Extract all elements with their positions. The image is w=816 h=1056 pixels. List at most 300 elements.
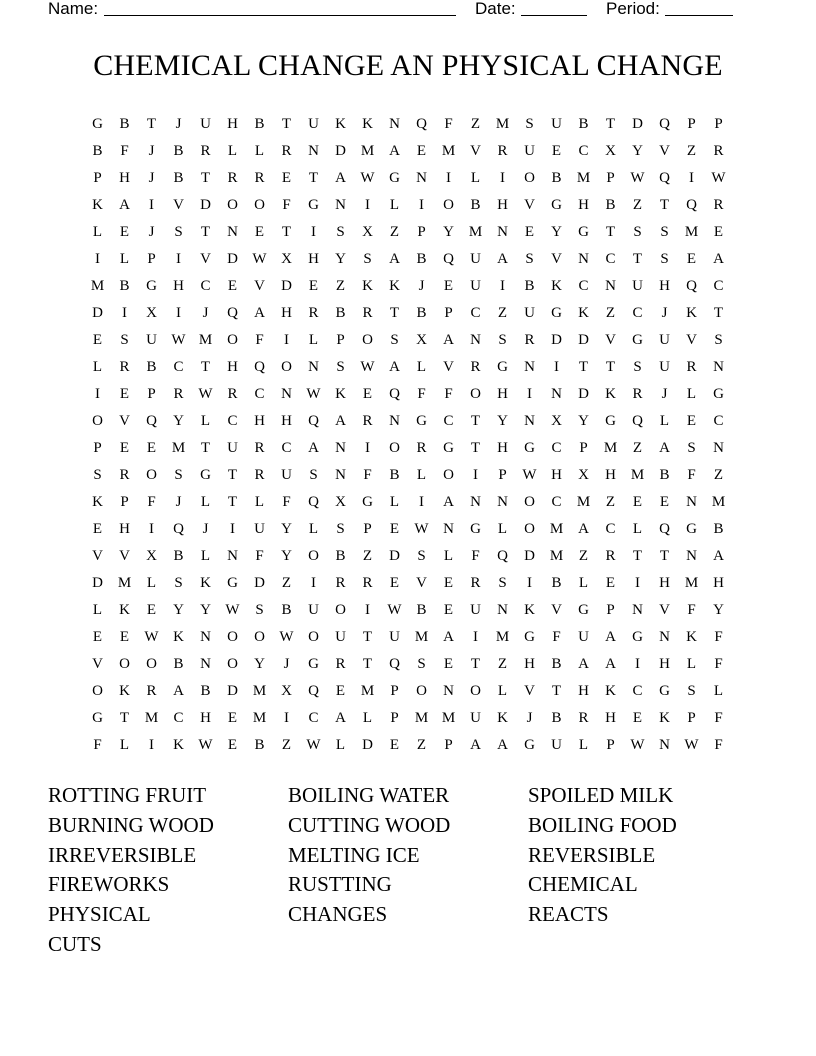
grid-cell[interactable]: K [92,197,103,213]
grid-cell[interactable]: O [524,170,535,186]
grid-cell[interactable]: F [282,494,291,510]
grid-cell[interactable]: E [659,494,670,510]
grid-cell[interactable]: Y [632,143,643,159]
grid-cell[interactable]: M [90,278,105,294]
grid-cell[interactable]: E [227,737,238,753]
grid-cell[interactable]: P [606,737,615,753]
grid-cell[interactable]: Z [281,737,292,753]
grid-cell[interactable]: Q [497,548,508,564]
grid-cell[interactable]: G [524,629,535,645]
grid-cell[interactable]: U [470,710,481,726]
grid-cell[interactable]: N [578,251,589,267]
grid-cell[interactable]: Q [173,521,184,537]
grid-cell[interactable]: L [227,143,238,159]
grid-cell[interactable]: B [119,278,130,294]
grid-cell[interactable]: Y [173,602,184,618]
grid-cell[interactable]: I [149,197,154,213]
grid-cell[interactable]: A [659,440,670,456]
grid-cell[interactable]: D [632,116,643,132]
grid-cell[interactable]: C [713,413,724,429]
grid-cell[interactable]: N [686,494,697,510]
grid-cell[interactable]: L [416,359,427,375]
grid-cell[interactable]: I [419,197,424,213]
grid-cell[interactable]: K [362,116,373,132]
grid-cell[interactable]: U [551,116,562,132]
grid-cell[interactable]: G [632,629,643,645]
grid-cell[interactable]: J [202,521,209,537]
grid-cell[interactable]: Q [659,521,670,537]
grid-cell[interactable]: L [578,575,589,591]
grid-cell[interactable]: M [468,224,483,240]
grid-cell[interactable]: B [173,548,184,564]
grid-cell[interactable]: B [551,656,562,672]
grid-cell[interactable]: Z [497,305,508,321]
grid-cell[interactable]: G [632,332,643,348]
grid-cell[interactable]: A [308,440,319,456]
grid-cell[interactable]: A [578,656,589,672]
grid-cell[interactable]: F [255,332,264,348]
grid-cell[interactable]: B [173,170,184,186]
grid-cell[interactable]: I [365,440,370,456]
grid-cell[interactable]: N [713,440,724,456]
grid-cell[interactable]: C [254,386,265,402]
grid-cell[interactable]: W [630,737,645,753]
grid-cell[interactable]: S [309,467,318,483]
grid-cell[interactable]: K [659,710,670,726]
grid-cell[interactable]: T [362,656,373,672]
grid-cell[interactable]: T [389,305,400,321]
grid-cell[interactable]: O [119,656,130,672]
grid-cell[interactable]: P [147,386,156,402]
grid-cell[interactable]: R [119,359,130,375]
grid-cell[interactable]: D [578,332,589,348]
grid-cell[interactable]: R [335,575,346,591]
grid-cell[interactable]: R [497,143,508,159]
grid-cell[interactable]: V [686,332,697,348]
grid-cell[interactable]: L [362,710,373,726]
grid-cell[interactable]: H [605,710,616,726]
grid-cell[interactable]: M [495,629,510,645]
grid-cell[interactable]: I [284,332,289,348]
grid-cell[interactable]: A [119,197,130,213]
grid-cell[interactable]: I [419,494,424,510]
grid-cell[interactable]: N [551,386,562,402]
grid-cell[interactable]: Q [308,683,319,699]
grid-cell[interactable]: G [443,440,454,456]
grid-cell[interactable]: E [362,386,373,402]
grid-cell[interactable]: L [92,359,103,375]
grid-cell[interactable]: T [605,116,616,132]
grid-cell[interactable]: L [497,521,508,537]
grid-cell[interactable]: L [146,575,157,591]
grid-cell[interactable]: H [578,197,589,213]
grid-cell[interactable]: W [198,737,213,753]
grid-cell[interactable]: L [308,521,319,537]
grid-cell[interactable]: Q [686,278,697,294]
grid-cell[interactable]: Y [173,413,184,429]
grid-cell[interactable]: W [630,170,645,186]
grid-cell[interactable]: J [202,305,209,321]
grid-cell[interactable]: L [200,494,211,510]
grid-cell[interactable]: G [362,494,373,510]
grid-cell[interactable]: F [255,548,264,564]
grid-cell[interactable]: W [360,170,375,186]
grid-cell[interactable]: O [281,359,292,375]
grid-cell[interactable]: H [497,386,508,402]
grid-cell[interactable]: A [335,413,346,429]
grid-cell[interactable]: T [713,305,724,321]
grid-cell[interactable]: B [524,278,535,294]
grid-cell[interactable]: K [335,386,346,402]
grid-cell[interactable]: U [524,305,535,321]
grid-cell[interactable]: N [200,656,211,672]
grid-cell[interactable]: C [632,305,643,321]
grid-cell[interactable]: T [470,656,481,672]
grid-cell[interactable]: R [254,440,265,456]
grid-cell[interactable]: Q [659,116,670,132]
grid-cell[interactable]: A [470,737,481,753]
grid-cell[interactable]: M [549,548,564,564]
grid-cell[interactable]: F [93,737,102,753]
grid-cell[interactable]: S [174,224,183,240]
grid-cell[interactable]: H [200,710,211,726]
grid-cell[interactable]: K [119,683,130,699]
grid-cell[interactable]: G [470,521,481,537]
grid-cell[interactable]: S [174,467,183,483]
grid-cell[interactable]: W [414,521,429,537]
grid-cell[interactable]: P [417,224,426,240]
grid-cell[interactable]: L [578,737,589,753]
grid-cell[interactable]: S [255,602,264,618]
grid-cell[interactable]: N [227,548,238,564]
grid-cell[interactable]: R [200,143,211,159]
grid-cell[interactable]: M [630,467,645,483]
grid-cell[interactable]: V [200,251,211,267]
grid-cell[interactable]: S [525,116,534,132]
grid-cell[interactable]: I [635,575,640,591]
grid-cell[interactable]: Y [281,521,292,537]
grid-cell[interactable]: N [713,359,724,375]
grid-cell[interactable]: T [281,116,292,132]
grid-cell[interactable]: U [551,737,562,753]
grid-cell[interactable]: I [635,656,640,672]
grid-cell[interactable]: U [146,332,157,348]
grid-cell[interactable]: F [714,629,723,645]
grid-cell[interactable]: G [659,683,670,699]
grid-cell[interactable]: A [497,737,508,753]
grid-cell[interactable]: N [659,737,670,753]
grid-cell[interactable]: P [363,521,372,537]
grid-cell[interactable]: S [498,332,507,348]
grid-cell[interactable]: G [200,467,211,483]
grid-cell[interactable]: B [146,359,157,375]
grid-cell[interactable]: C [227,413,238,429]
grid-cell[interactable]: D [227,683,238,699]
grid-cell[interactable]: D [362,737,373,753]
grid-cell[interactable]: O [416,683,427,699]
grid-cell[interactable]: X [362,224,373,240]
grid-cell[interactable]: D [281,278,292,294]
grid-cell[interactable]: I [176,305,181,321]
grid-cell[interactable]: N [335,440,346,456]
grid-cell[interactable]: V [92,548,103,564]
grid-cell[interactable]: U [632,278,643,294]
grid-cell[interactable]: H [605,467,616,483]
grid-cell[interactable]: J [418,278,425,294]
grid-cell[interactable]: K [497,710,508,726]
grid-cell[interactable]: R [308,305,319,321]
grid-cell[interactable]: N [227,224,238,240]
grid-cell[interactable]: U [470,278,481,294]
grid-cell[interactable]: C [578,143,589,159]
grid-cell[interactable]: I [473,629,478,645]
grid-cell[interactable]: U [389,629,400,645]
grid-cell[interactable]: G [308,197,319,213]
grid-cell[interactable]: G [389,170,400,186]
grid-cell[interactable]: G [551,305,562,321]
grid-cell[interactable]: I [230,521,235,537]
grid-cell[interactable]: N [497,494,508,510]
grid-cell[interactable]: W [198,386,213,402]
grid-cell[interactable]: F [444,116,453,132]
grid-cell[interactable]: R [227,170,238,186]
grid-cell[interactable]: J [283,656,290,672]
grid-cell[interactable]: A [389,143,400,159]
grid-cell[interactable]: E [308,278,319,294]
grid-cell[interactable]: T [200,440,211,456]
grid-cell[interactable]: I [473,467,478,483]
grid-cell[interactable]: P [444,737,453,753]
grid-cell[interactable]: N [335,197,346,213]
grid-cell[interactable]: E [686,413,697,429]
grid-cell[interactable]: Z [497,656,508,672]
grid-cell[interactable]: A [713,548,724,564]
grid-cell[interactable]: R [254,467,265,483]
grid-cell[interactable]: M [495,116,510,132]
grid-cell[interactable]: P [606,602,615,618]
grid-cell[interactable]: S [93,467,102,483]
grid-cell[interactable]: E [632,710,643,726]
grid-cell[interactable]: F [552,629,561,645]
grid-cell[interactable]: G [578,224,589,240]
grid-cell[interactable]: I [689,170,694,186]
grid-cell[interactable]: R [119,467,130,483]
grid-cell[interactable]: M [711,494,726,510]
grid-cell[interactable]: L [254,143,265,159]
grid-cell[interactable]: S [525,251,534,267]
grid-cell[interactable]: D [335,143,346,159]
grid-cell[interactable]: A [605,656,616,672]
grid-cell[interactable]: G [92,710,103,726]
grid-cell[interactable]: I [122,305,127,321]
grid-cell[interactable]: E [227,710,238,726]
grid-cell[interactable]: B [173,656,184,672]
grid-cell[interactable]: U [200,116,211,132]
grid-cell[interactable]: E [389,521,400,537]
grid-cell[interactable]: A [389,251,400,267]
grid-cell[interactable]: C [281,440,292,456]
grid-cell[interactable]: E [443,656,454,672]
grid-cell[interactable]: M [252,683,267,699]
grid-cell[interactable]: M [576,170,591,186]
grid-cell[interactable]: O [443,197,454,213]
grid-cell[interactable]: H [281,305,292,321]
grid-cell[interactable]: I [95,251,100,267]
grid-cell[interactable]: C [632,683,643,699]
grid-cell[interactable]: N [281,386,292,402]
grid-cell[interactable]: G [524,440,535,456]
grid-cell[interactable]: W [225,602,240,618]
grid-cell[interactable]: N [659,629,670,645]
grid-cell[interactable]: Y [200,602,211,618]
grid-cell[interactable]: H [119,170,130,186]
grid-cell[interactable]: Q [389,656,400,672]
grid-cell[interactable]: A [713,251,724,267]
grid-cell[interactable]: E [227,278,238,294]
grid-cell[interactable]: Q [308,494,319,510]
grid-cell[interactable]: M [360,143,375,159]
grid-cell[interactable]: J [526,710,533,726]
grid-cell[interactable]: O [389,440,400,456]
grid-cell[interactable]: K [524,602,535,618]
grid-cell[interactable]: Q [416,116,427,132]
grid-cell[interactable]: N [524,413,535,429]
grid-cell[interactable]: N [200,629,211,645]
grid-cell[interactable]: V [551,602,562,618]
grid-cell[interactable]: D [227,251,238,267]
grid-cell[interactable]: W [171,332,186,348]
grid-cell[interactable]: I [527,575,532,591]
grid-cell[interactable]: E [389,737,400,753]
grid-cell[interactable]: I [95,386,100,402]
grid-cell[interactable]: X [605,143,616,159]
grid-cell[interactable]: G [551,197,562,213]
grid-cell[interactable]: Z [335,278,346,294]
grid-cell[interactable]: Z [281,575,292,591]
grid-cell[interactable]: C [443,413,454,429]
grid-cell[interactable]: W [306,386,321,402]
grid-cell[interactable]: D [92,305,103,321]
grid-cell[interactable]: H [497,440,508,456]
grid-cell[interactable]: X [551,413,562,429]
grid-cell[interactable]: C [605,521,616,537]
grid-cell[interactable]: R [227,386,238,402]
grid-cell[interactable]: L [659,413,670,429]
grid-cell[interactable]: F [417,386,426,402]
grid-cell[interactable]: T [200,359,211,375]
grid-cell[interactable]: I [284,710,289,726]
grid-cell[interactable]: H [173,278,184,294]
grid-cell[interactable]: E [119,440,130,456]
grid-cell[interactable]: S [687,683,696,699]
grid-cell[interactable]: O [470,386,481,402]
grid-cell[interactable]: E [443,575,454,591]
grid-cell[interactable]: X [281,683,292,699]
grid-cell[interactable]: R [362,413,373,429]
grid-cell[interactable]: U [524,143,535,159]
grid-cell[interactable]: O [227,197,238,213]
grid-cell[interactable]: R [173,386,184,402]
grid-cell[interactable]: E [686,251,697,267]
grid-cell[interactable]: L [308,332,319,348]
grid-cell[interactable]: O [254,197,265,213]
grid-cell[interactable]: S [417,548,426,564]
grid-cell[interactable]: B [551,170,562,186]
grid-cell[interactable]: H [659,278,670,294]
grid-cell[interactable]: N [335,467,346,483]
grid-cell[interactable]: O [227,332,238,348]
grid-cell[interactable]: G [497,359,508,375]
grid-cell[interactable]: G [713,386,724,402]
grid-cell[interactable]: V [659,602,670,618]
grid-cell[interactable]: X [281,251,292,267]
grid-cell[interactable]: T [146,116,157,132]
grid-cell[interactable]: C [308,710,319,726]
grid-cell[interactable]: U [470,251,481,267]
grid-cell[interactable]: B [119,116,130,132]
grid-cell[interactable]: C [578,278,589,294]
grid-cell[interactable]: F [687,602,696,618]
grid-cell[interactable]: R [362,575,373,591]
grid-cell[interactable]: O [92,413,103,429]
grid-cell[interactable]: B [551,575,562,591]
grid-cell[interactable]: S [417,656,426,672]
grid-cell[interactable]: H [119,521,130,537]
grid-cell[interactable]: M [252,710,267,726]
grid-cell[interactable]: T [605,224,616,240]
grid-cell[interactable]: M [549,521,564,537]
grid-cell[interactable]: Y [551,224,562,240]
grid-cell[interactable]: O [470,683,481,699]
grid-cell[interactable]: Z [605,305,616,321]
grid-cell[interactable]: B [416,251,427,267]
grid-cell[interactable]: E [119,224,130,240]
grid-cell[interactable]: V [119,548,130,564]
grid-cell[interactable]: D [524,548,535,564]
grid-cell[interactable]: O [308,629,319,645]
grid-cell[interactable]: J [661,386,668,402]
grid-cell[interactable]: Y [281,548,292,564]
grid-cell[interactable]: W [306,737,321,753]
grid-cell[interactable]: U [335,629,346,645]
grid-cell[interactable]: T [227,494,238,510]
grid-cell[interactable]: M [117,575,132,591]
grid-cell[interactable]: F [714,710,723,726]
grid-cell[interactable]: I [311,224,316,240]
grid-cell[interactable]: T [551,683,562,699]
date-blank[interactable] [521,15,587,16]
grid-cell[interactable]: E [713,224,724,240]
grid-cell[interactable]: H [227,116,238,132]
grid-cell[interactable]: N [686,548,697,564]
grid-cell[interactable]: P [687,116,696,132]
grid-cell[interactable]: T [119,710,130,726]
grid-cell[interactable]: E [605,575,616,591]
grid-cell[interactable]: E [119,629,130,645]
grid-cell[interactable]: A [173,683,184,699]
grid-cell[interactable]: E [632,494,643,510]
grid-cell[interactable]: T [632,548,643,564]
grid-cell[interactable]: W [711,170,726,186]
grid-cell[interactable]: I [527,386,532,402]
grid-cell[interactable]: C [551,494,562,510]
grid-cell[interactable]: G [686,521,697,537]
grid-cell[interactable]: N [443,521,454,537]
grid-cell[interactable]: V [119,413,130,429]
grid-cell[interactable]: P [390,710,399,726]
grid-cell[interactable]: A [335,170,346,186]
grid-cell[interactable]: B [578,116,589,132]
